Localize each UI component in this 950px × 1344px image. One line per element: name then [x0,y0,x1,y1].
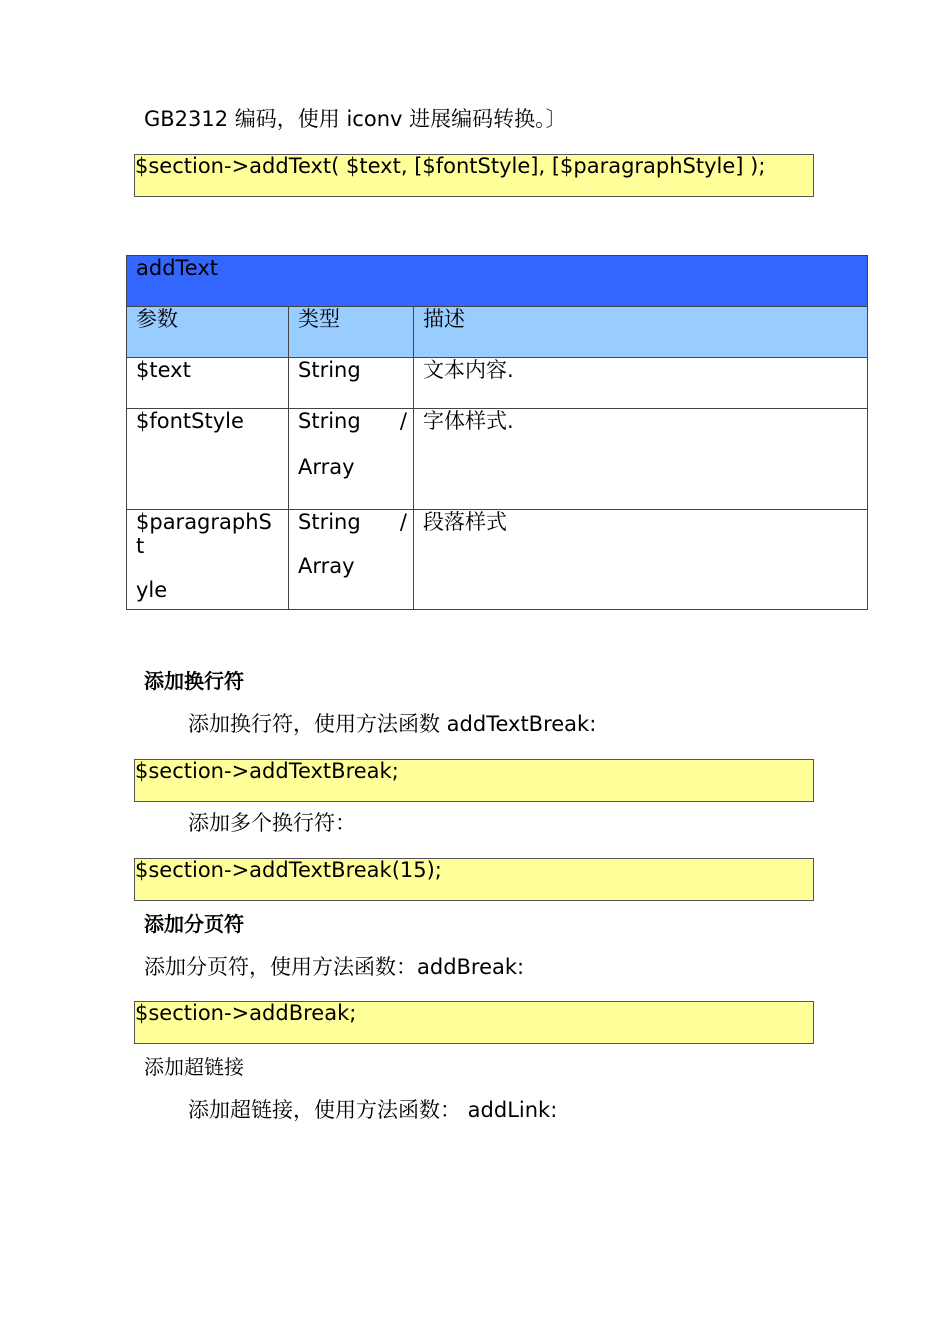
desc-multi-linebreak: 添加多个换行符： [188,811,356,835]
type-text-line2: Array [298,455,355,479]
type-text: String [298,409,361,433]
type-cell: String [289,358,414,409]
heading-link: 添加超链接 [144,1055,244,1079]
desc-cell: 文本内容. [414,358,868,409]
intro-text: GB2312 编码，使用 iconv 进展编码转换。〕 [144,107,567,131]
type-slash: / [399,409,407,433]
param-line: t [136,534,145,558]
addtext-params-table [126,255,868,610]
code-block-addtext [134,154,814,197]
type-text: String [298,510,361,534]
table-row [127,510,868,610]
code-textbreak: $section->addTextBreak; [135,759,399,783]
code-block-textbreak [134,759,814,802]
header-type: 类型 [289,307,414,358]
table-header-row [127,307,868,358]
heading-pagebreak: 添加分页符 [144,912,244,936]
code-block-textbreak-multi [134,858,814,901]
desc-cell: 段落样式 [414,510,868,610]
type-text-line2: Array [298,554,355,578]
table-row [127,409,868,510]
type-cell [289,510,414,610]
code-addbreak: $section->addBreak; [135,1001,357,1025]
table-row [127,358,868,409]
desc-cell: 字体样式. [414,409,868,510]
code-block-addbreak [134,1001,814,1044]
param-cell: $text [127,358,289,409]
header-desc: 描述 [414,307,868,358]
desc-linebreak: 添加换行符，使用方法函数 addTextBreak: [188,712,597,736]
param-cell: $fontStyle [127,409,289,510]
table-title: addText [127,256,868,307]
table-title-row [127,256,868,307]
code-textbreak-multi: $section->addTextBreak(15); [135,858,442,882]
type-slash: / [399,510,407,534]
param-line: $paragraphS [136,510,272,534]
heading-linebreak: 添加换行符 [144,669,244,693]
desc-pagebreak: 添加分页符，使用方法函数：addBreak: [144,955,525,979]
desc-link: 添加超链接，使用方法函数： addLink: [188,1098,558,1122]
code-addtext: $section->addText( $text, [$fontStyle], [$paragraphStyle] ); [135,154,766,178]
type-cell [289,409,414,510]
header-param: 参数 [127,307,289,358]
param-cell [127,510,289,610]
param-line: yle [136,578,168,602]
